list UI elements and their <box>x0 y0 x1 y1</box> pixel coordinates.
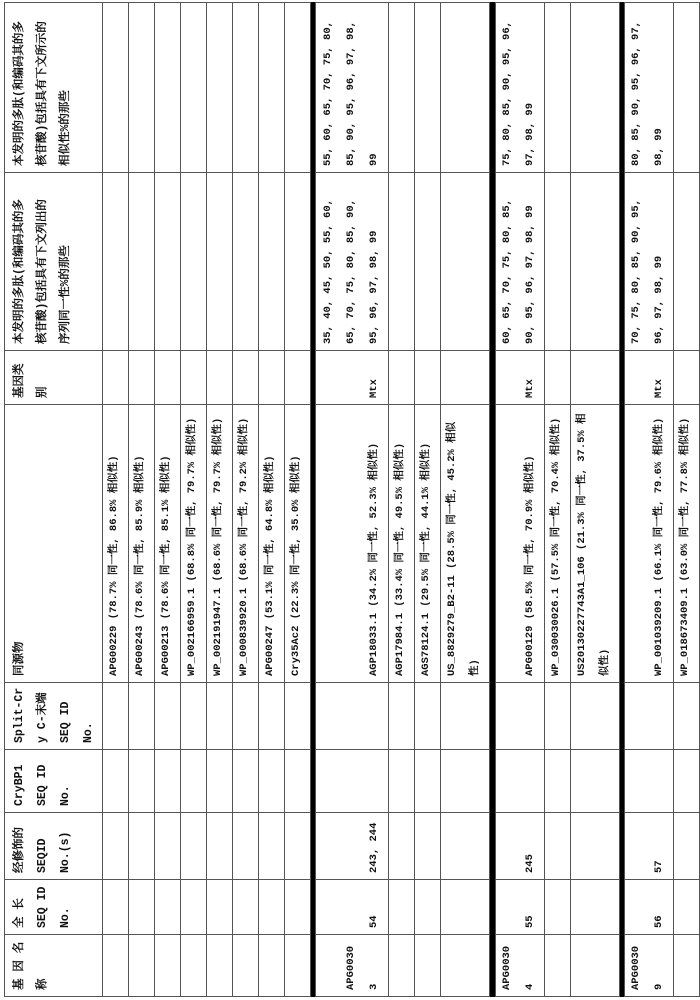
cell-gene-name <box>181 935 207 997</box>
cell-modified-seq-id <box>181 813 207 880</box>
cell-split-cry-seq-id <box>415 683 441 750</box>
cell-homolog: WP_018673409.1 (63.0% 同一性, 77.8% 相似性) <box>674 405 700 683</box>
cell-crybp1-seq-id <box>129 750 155 813</box>
cell-full-length-seq-id <box>674 880 700 935</box>
cell-gene-class <box>415 351 441 405</box>
cell-modified-seq-id: 57 <box>625 813 674 880</box>
header-homolog: 同源物 <box>5 405 103 683</box>
cell-similarity-percent <box>155 3 181 173</box>
cell-crybp1-seq-id <box>155 750 181 813</box>
cell-similarity-percent <box>389 3 415 173</box>
cell-modified-seq-id <box>285 813 311 880</box>
cell-gene-class <box>441 351 490 405</box>
cell-split-cry-seq-id <box>545 683 571 750</box>
cell-homolog: APG00247 (53.1% 同一性, 64.8% 相似性) <box>259 405 285 683</box>
cell-identity-percent <box>571 173 620 351</box>
cell-split-cry-seq-id <box>625 683 674 750</box>
cell-modified-seq-id <box>545 813 571 880</box>
cell-identity-percent <box>389 173 415 351</box>
table-row <box>207 3 233 997</box>
cell-crybp1-seq-id <box>259 750 285 813</box>
cell-similarity-percent <box>259 3 285 173</box>
cell-gene-class <box>155 351 181 405</box>
cell-gene-class <box>389 351 415 405</box>
cell-gene-class: Mtx <box>316 351 389 405</box>
cell-gene-name: APG0030 9 <box>625 935 674 997</box>
cell-identity-percent <box>181 173 207 351</box>
cell-full-length-seq-id <box>103 880 129 935</box>
cell-gene-class <box>129 351 155 405</box>
cell-crybp1-seq-id <box>545 750 571 813</box>
cell-gene-name <box>207 935 233 997</box>
cell-gene-name <box>415 935 441 997</box>
cell-gene-class <box>285 351 311 405</box>
cell-homolog: WP_002166959.1 (68.8% 同一性, 79.7% 相似性) <box>181 405 207 683</box>
cell-full-length-seq-id: 54 <box>316 880 389 935</box>
cell-homolog: APG00229 (78.7% 同一性, 86.8% 相似性) <box>103 405 129 683</box>
cell-full-length-seq-id <box>259 880 285 935</box>
table-row <box>389 3 415 997</box>
cell-similarity-percent: 75, 80, 85, 90, 95, 96, 97, 98, 99 <box>496 3 545 173</box>
cell-modified-seq-id <box>207 813 233 880</box>
cell-similarity-percent: 55, 60, 65, 70, 75, 80, 85, 90, 95, 96, 97, 98, 99 <box>316 3 389 173</box>
header-modified-seq-id: 经修饰的 SEQID No.(s) <box>5 813 103 880</box>
cell-homolog: Cry35Ac2 (22.3% 同一性, 35.0% 相似性) <box>285 405 311 683</box>
cell-crybp1-seq-id <box>571 750 620 813</box>
table-row <box>441 3 490 997</box>
cell-full-length-seq-id <box>155 880 181 935</box>
cell-modified-seq-id <box>259 813 285 880</box>
homolog-table <box>4 2 700 997</box>
cell-split-cry-seq-id <box>103 683 129 750</box>
cell-similarity-percent <box>129 3 155 173</box>
cell-identity-percent <box>259 173 285 351</box>
cell-homolog: US20130227743A1_106 (21.3% 同一性, 37.5% 相似性) <box>571 405 620 683</box>
cell-similarity-percent <box>285 3 311 173</box>
header-split-cry-seq-id: Split-Cr y C-末端 SEQ ID No. <box>5 683 103 750</box>
cell-homolog: AGP18033.1 (34.2% 同一性, 52.3% 相似性) <box>316 405 389 683</box>
cell-full-length-seq-id <box>441 880 490 935</box>
table-body <box>5 3 700 997</box>
cell-gene-class <box>545 351 571 405</box>
cell-identity-percent <box>285 173 311 351</box>
header-row <box>5 3 103 997</box>
cell-gene-name <box>155 935 181 997</box>
cell-similarity-percent <box>181 3 207 173</box>
cell-similarity-percent <box>441 3 490 173</box>
cell-identity-percent: 70, 75, 80, 85, 90, 95, 96, 97, 98, 99 <box>625 173 674 351</box>
cell-gene-class <box>233 351 259 405</box>
cell-gene-name: APG0030 3 <box>316 935 389 997</box>
cell-identity-percent <box>103 173 129 351</box>
cell-modified-seq-id <box>441 813 490 880</box>
cell-crybp1-seq-id <box>181 750 207 813</box>
cell-full-length-seq-id <box>415 880 441 935</box>
cell-gene-class <box>207 351 233 405</box>
cell-crybp1-seq-id <box>285 750 311 813</box>
cell-gene-name <box>545 935 571 997</box>
header-full-length-seq-id: 全 长 SEQ ID No. <box>5 880 103 935</box>
cell-gene-name <box>389 935 415 997</box>
cell-crybp1-seq-id <box>233 750 259 813</box>
cell-gene-name: APG0030 4 <box>496 935 545 997</box>
cell-split-cry-seq-id <box>496 683 545 750</box>
cell-crybp1-seq-id <box>625 750 674 813</box>
cell-gene-name <box>103 935 129 997</box>
cell-identity-percent <box>674 173 700 351</box>
header-similarity-percent: 本发明的多肽(和编码其的多 核苷酸)包括具有下文所示的 相似性%的那些 <box>5 3 103 173</box>
cell-gene-name <box>441 935 490 997</box>
cell-split-cry-seq-id <box>285 683 311 750</box>
cell-full-length-seq-id <box>545 880 571 935</box>
cell-modified-seq-id <box>233 813 259 880</box>
cell-gene-class: Mtx <box>496 351 545 405</box>
cell-identity-percent: 60, 65, 70, 75, 80, 85, 90, 95, 96, 97, 98, 99 <box>496 173 545 351</box>
cell-similarity-percent <box>545 3 571 173</box>
cell-homolog: WP_001039209.1 (66.1% 同一性, 79.6% 相似性) <box>625 405 674 683</box>
cell-homolog: APG00243 (78.6% 同一性, 85.9% 相似性) <box>129 405 155 683</box>
cell-similarity-percent <box>233 3 259 173</box>
cell-similarity-percent <box>674 3 700 173</box>
cell-similarity-percent: 80, 85, 90, 95, 96, 97, 98, 99 <box>625 3 674 173</box>
cell-full-length-seq-id <box>207 880 233 935</box>
header-identity-percent: 本发明的多肽(和编码其的多 核苷酸)包括具有下文列出的 序列同一性%的那些 <box>5 173 103 351</box>
cell-full-length-seq-id: 55 <box>496 880 545 935</box>
table-row <box>259 3 285 997</box>
cell-split-cry-seq-id <box>259 683 285 750</box>
cell-homolog: WP_002191947.1 (68.6% 同一性, 79.7% 相似性) <box>207 405 233 683</box>
cell-split-cry-seq-id <box>389 683 415 750</box>
cell-full-length-seq-id <box>233 880 259 935</box>
cell-split-cry-seq-id <box>316 683 389 750</box>
cell-identity-percent <box>441 173 490 351</box>
cell-gene-name <box>233 935 259 997</box>
cell-gene-name <box>674 935 700 997</box>
cell-gene-name <box>129 935 155 997</box>
cell-gene-name <box>259 935 285 997</box>
table-row <box>155 3 181 997</box>
cell-crybp1-seq-id <box>389 750 415 813</box>
cell-crybp1-seq-id <box>316 750 389 813</box>
cell-identity-percent <box>545 173 571 351</box>
cell-homolog: APG00129 (58.5% 同一性, 70.9% 相似性) <box>496 405 545 683</box>
table-row <box>181 3 207 997</box>
header-gene-name: 基 因 名 称 <box>5 935 103 997</box>
cell-similarity-percent <box>571 3 620 173</box>
cell-crybp1-seq-id <box>103 750 129 813</box>
table-row <box>103 3 129 997</box>
cell-homolog: US_8829279_B2-11 (28.5% 同一性, 45.2% 相似性) <box>441 405 490 683</box>
cell-modified-seq-id: 245 <box>496 813 545 880</box>
cell-crybp1-seq-id <box>441 750 490 813</box>
cell-modified-seq-id <box>129 813 155 880</box>
cell-homolog: AGP17984.1 (33.4% 同一性, 49.5% 相似性) <box>389 405 415 683</box>
cell-modified-seq-id <box>674 813 700 880</box>
cell-gene-class <box>571 351 620 405</box>
table-row <box>625 3 674 997</box>
cell-gene-class <box>103 351 129 405</box>
table-row <box>415 3 441 997</box>
table-row <box>674 3 700 997</box>
table-row <box>233 3 259 997</box>
cell-split-cry-seq-id <box>233 683 259 750</box>
table-row <box>316 3 389 997</box>
cell-similarity-percent <box>103 3 129 173</box>
cell-gene-class <box>674 351 700 405</box>
header-crybp1-seq-id: CryBP1 SEQ ID No. <box>5 750 103 813</box>
cell-full-length-seq-id <box>181 880 207 935</box>
cell-similarity-percent <box>207 3 233 173</box>
cell-homolog: WP_000839920.1 (68.6% 同一性, 79.2% 相似性) <box>233 405 259 683</box>
cell-full-length-seq-id <box>389 880 415 935</box>
cell-gene-class: Mtx <box>625 351 674 405</box>
cell-identity-percent: 35, 40, 45, 50, 55, 60, 65, 70, 75, 80, 85, 90, 95, 96, 97, 98, 99 <box>316 173 389 351</box>
cell-homolog: APG00213 (78.6% 同一性, 85.1% 相似性) <box>155 405 181 683</box>
cell-full-length-seq-id: 56 <box>625 880 674 935</box>
cell-crybp1-seq-id <box>207 750 233 813</box>
cell-split-cry-seq-id <box>674 683 700 750</box>
header-gene-class: 基因类 别 <box>5 351 103 405</box>
cell-split-cry-seq-id <box>441 683 490 750</box>
cell-modified-seq-id <box>389 813 415 880</box>
cell-crybp1-seq-id <box>496 750 545 813</box>
cell-modified-seq-id <box>415 813 441 880</box>
cell-homolog: WP_030030026.1 (57.5% 同一性, 70.4% 相似性) <box>545 405 571 683</box>
cell-identity-percent <box>415 173 441 351</box>
cell-crybp1-seq-id <box>415 750 441 813</box>
cell-full-length-seq-id <box>285 880 311 935</box>
cell-identity-percent <box>155 173 181 351</box>
cell-identity-percent <box>129 173 155 351</box>
table-row <box>129 3 155 997</box>
cell-split-cry-seq-id <box>571 683 620 750</box>
cell-modified-seq-id: 243, 244 <box>316 813 389 880</box>
cell-split-cry-seq-id <box>129 683 155 750</box>
cell-gene-name <box>571 935 620 997</box>
cell-split-cry-seq-id <box>181 683 207 750</box>
table-row <box>285 3 311 997</box>
cell-gene-class <box>181 351 207 405</box>
cell-modified-seq-id <box>571 813 620 880</box>
cell-homolog: AGS78124.1 (29.5% 同一性, 44.1% 相似性) <box>415 405 441 683</box>
table-row <box>496 3 545 997</box>
cell-gene-class <box>259 351 285 405</box>
cell-gene-name <box>285 935 311 997</box>
cell-split-cry-seq-id <box>155 683 181 750</box>
rotated-page <box>4 3 669 997</box>
cell-full-length-seq-id <box>571 880 620 935</box>
cell-modified-seq-id <box>103 813 129 880</box>
table-row <box>545 3 571 997</box>
cell-similarity-percent <box>415 3 441 173</box>
cell-split-cry-seq-id <box>207 683 233 750</box>
table-row <box>571 3 620 997</box>
cell-modified-seq-id <box>155 813 181 880</box>
cell-identity-percent <box>233 173 259 351</box>
cell-identity-percent <box>207 173 233 351</box>
cell-crybp1-seq-id <box>674 750 700 813</box>
cell-full-length-seq-id <box>129 880 155 935</box>
